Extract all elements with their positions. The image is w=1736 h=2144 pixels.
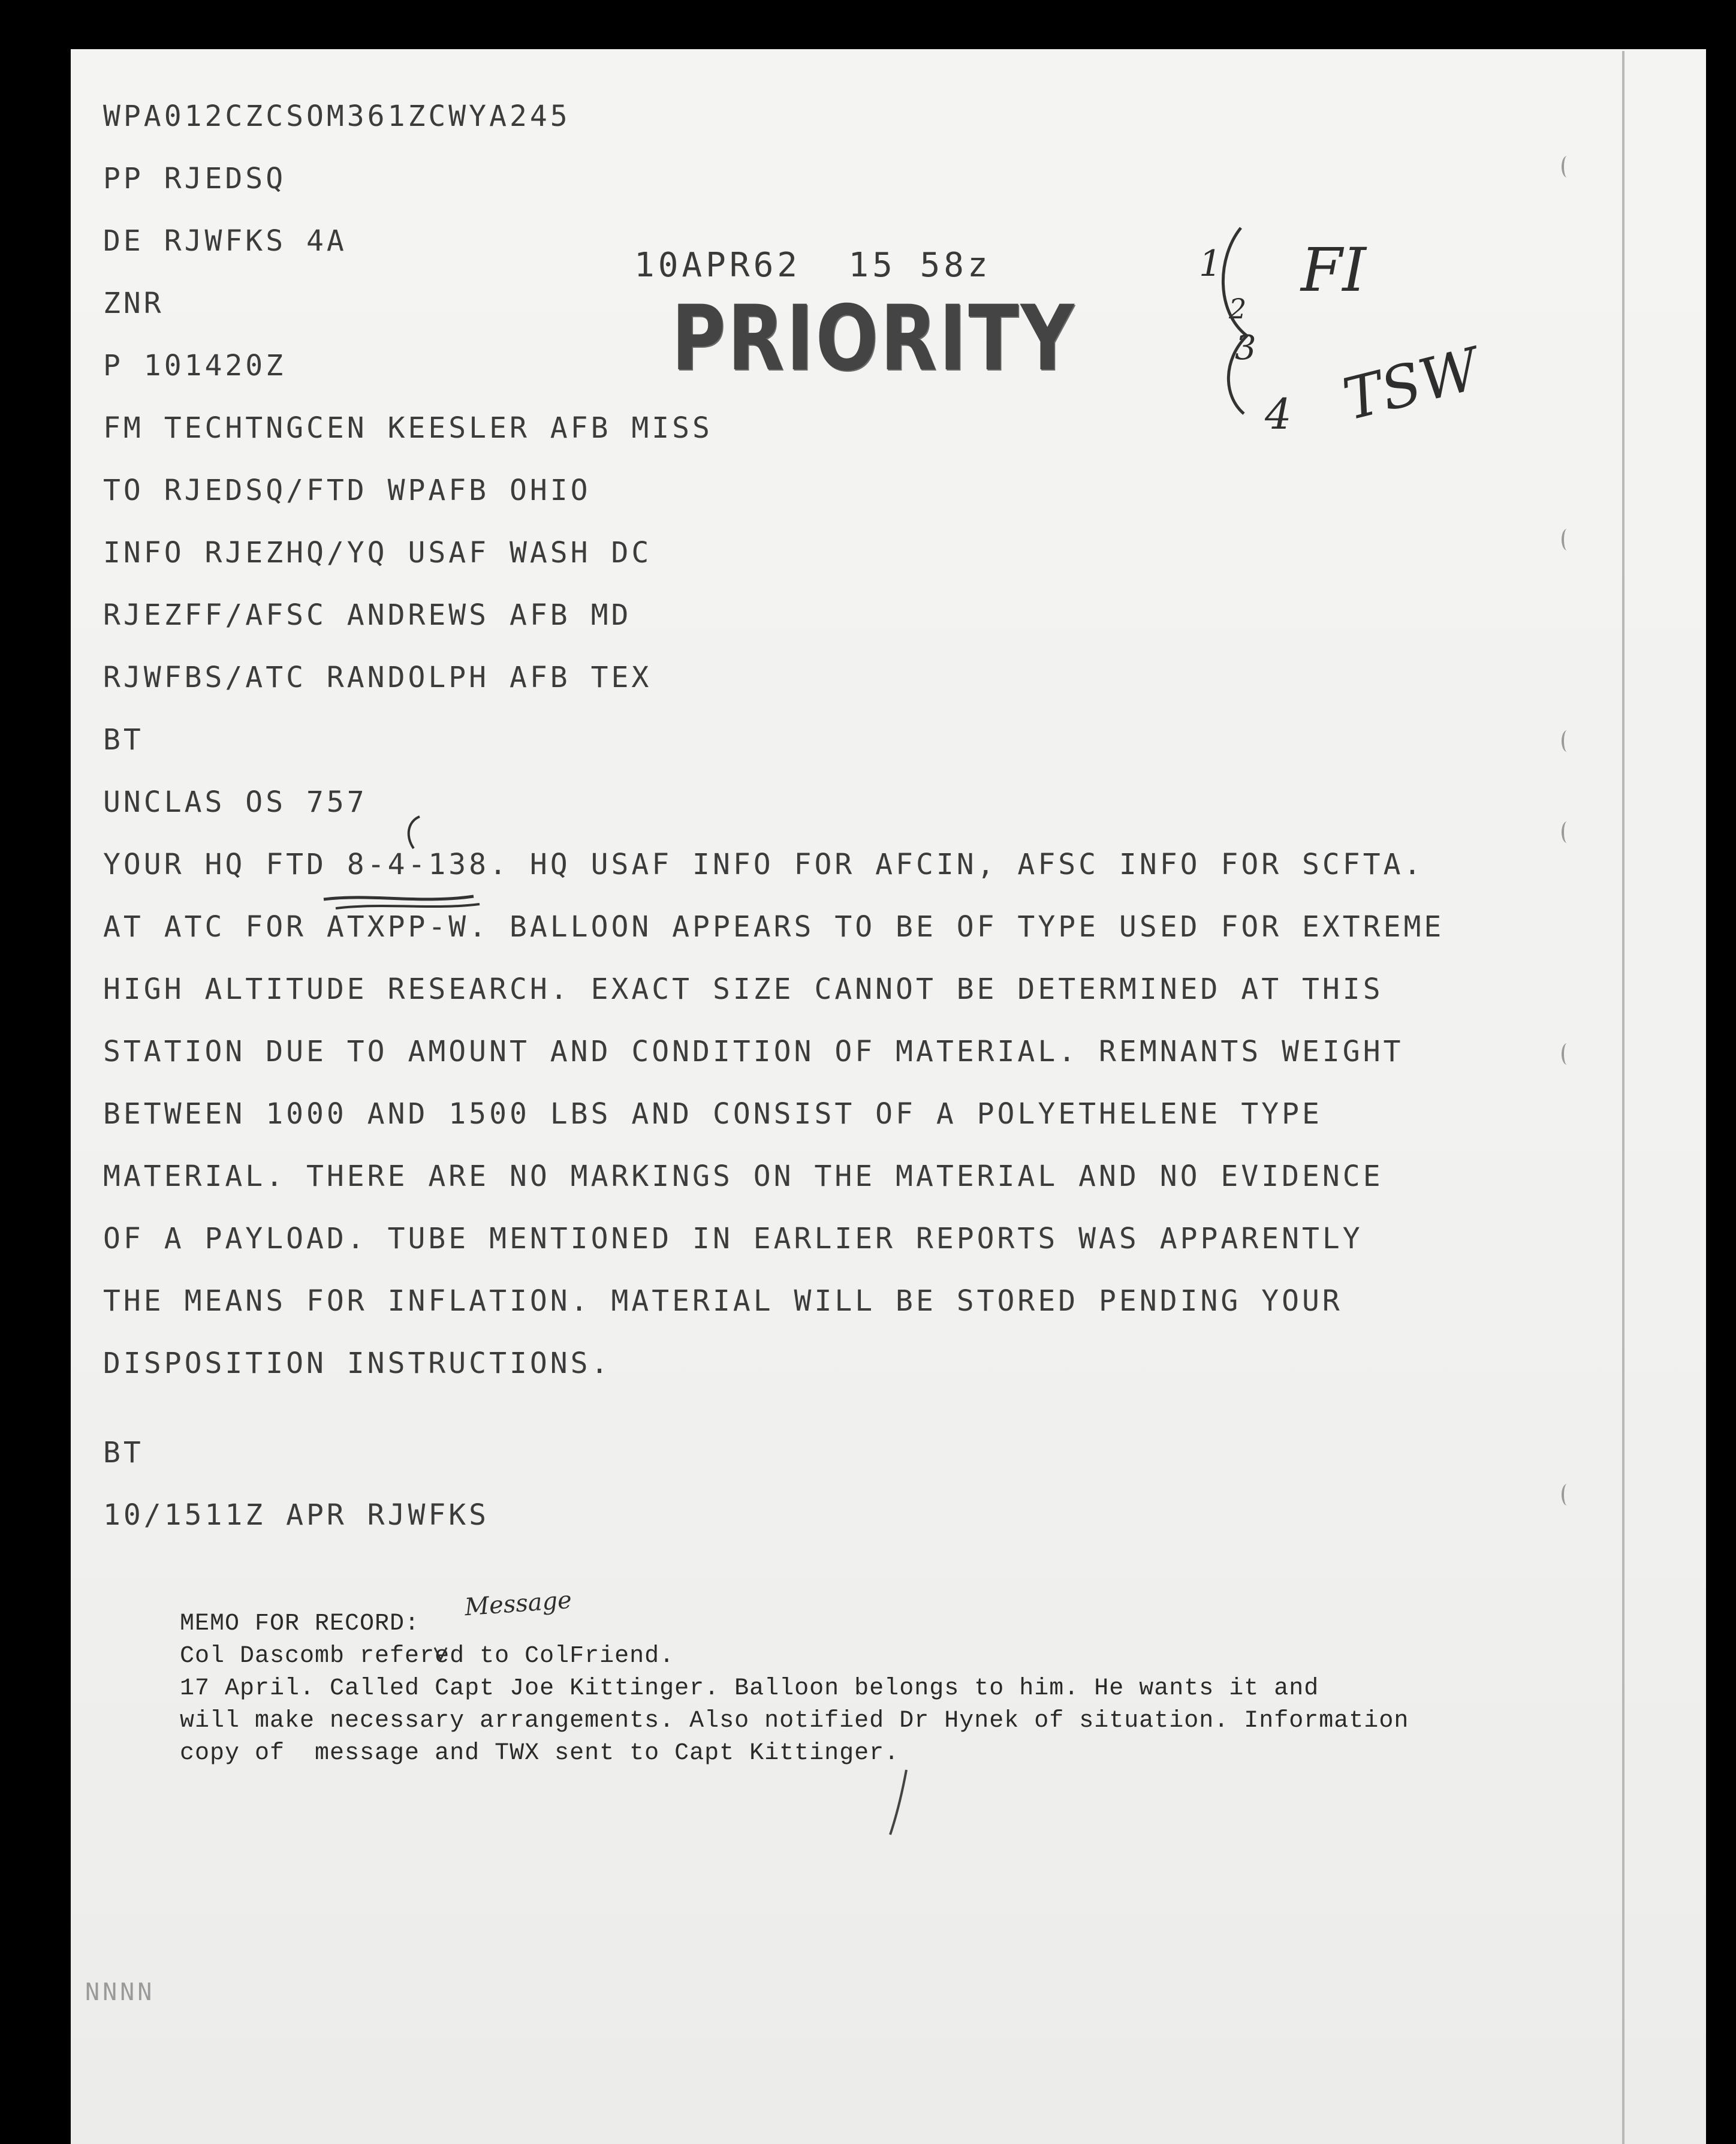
page-fold-line — [1622, 51, 1625, 2144]
body-line: YOUR HQ FTD 8-4-138. HQ USAF INFO FOR AFCIN, AFSC INFO FOR SCFTA. — [103, 848, 1424, 881]
routing-line: P 101420Z — [103, 349, 287, 383]
datetime-line: 10/1511Z APR RJWFKS — [103, 1498, 490, 1532]
margin-mark — [1562, 821, 1572, 843]
handwritten-number: 2 — [1229, 293, 1247, 325]
memo-line: Col Dascomb refered to ColFriend. — [180, 1643, 675, 1670]
received-time-stamp: 10APR62 15 58z — [634, 246, 991, 285]
body-line: THE MEANS FOR INFLATION. MATERIAL WILL BE STORED PENDING YOUR — [103, 1284, 1343, 1318]
body-line: STATION DUE TO AMOUNT AND CONDITION OF MATERIAL. REMNANTS WEIGHT — [103, 1035, 1404, 1068]
handwritten-number: 1 — [1199, 243, 1222, 285]
info-line: INFO RJEZHQ/YQ USAF WASH DC — [103, 536, 652, 570]
margin-mark — [1562, 156, 1572, 177]
end-of-message-mark: NNNN — [85, 1979, 155, 2006]
to-line: TO RJEDSQ/FTD WPAFB OHIO — [103, 474, 591, 507]
margin-mark — [1562, 730, 1572, 752]
routing-line: ZNR — [103, 287, 164, 320]
body-line: AT ATC FOR ATXPP-W. BALLOON APPEARS TO BE OF TYPE USED FOR EXTREME — [103, 910, 1445, 944]
from-line: FM TECHTNGCEN KEESLER AFB MISS — [103, 411, 713, 445]
body-line: OF A PAYLOAD. TUBE MENTIONED IN EARLIER REPORTS WAS APPARENTLY — [103, 1222, 1363, 1255]
routing-line: DE RJWFKS 4A — [103, 224, 347, 258]
margin-mark — [1562, 529, 1572, 550]
info-line: RJEZFF/AFSC ANDREWS AFB MD — [103, 598, 632, 632]
classification-line: UNCLAS OS 757 — [103, 785, 367, 819]
handwritten-number: 4 — [1265, 390, 1292, 439]
routing-line: PP RJEDSQ — [103, 162, 287, 195]
body-line: BETWEEN 1000 AND 1500 LBS AND CONSIST OF A POLYETHELENE TYPE — [103, 1097, 1322, 1131]
routing-line: WPA012CZCSOM361ZCWYA245 — [103, 100, 571, 133]
handwritten-memo-insert: Message — [463, 1586, 573, 1622]
handwritten-initials: FI — [1301, 235, 1366, 305]
memo-line: will make necessary arrangements. Also notified Dr Hynek of situation. Information — [180, 1708, 1409, 1735]
info-line: RJWFBS/ATC RANDOLPH AFB TEX — [103, 661, 652, 694]
break-line: BT — [103, 723, 144, 757]
body-line: MATERIAL. THERE ARE NO MARKINGS ON THE MATERIAL AND NO EVIDENCE — [103, 1160, 1384, 1193]
memo-heading: MEMO FOR RECORD: — [180, 1610, 420, 1637]
handwritten-number: 3 — [1235, 329, 1256, 368]
body-line: DISPOSITION INSTRUCTIONS. — [103, 1347, 611, 1380]
memo-line: copy of message and TWX sent to Capt Kittinger. — [180, 1740, 900, 1767]
body-line: HIGH ALTITUDE RESEARCH. EXACT SIZE CANNOT BE DETERMINED AT THIS — [103, 972, 1384, 1006]
margin-mark — [1562, 1043, 1572, 1065]
break-line: BT — [103, 1436, 144, 1470]
margin-mark — [1562, 1484, 1572, 1505]
memo-line: 17 April. Called Capt Joe Kittinger. Balloon belongs to him. He wants it and — [180, 1675, 1319, 1702]
handwritten-initials: TSW — [1336, 335, 1486, 433]
priority-stamp: PRIORITY — [671, 287, 1076, 391]
